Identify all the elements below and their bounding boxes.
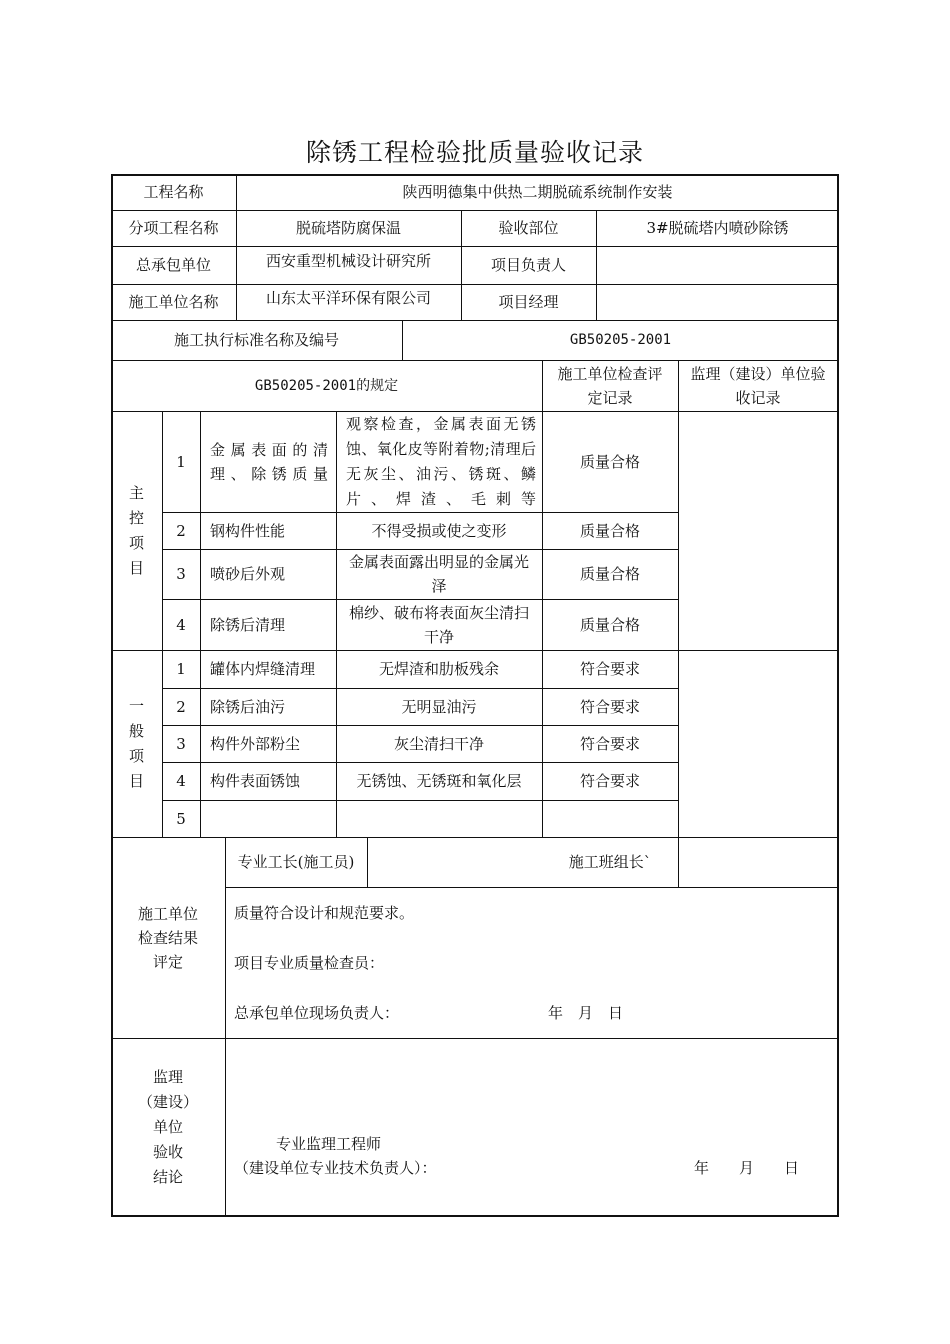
general-row-4-no: 4 bbox=[176, 772, 186, 790]
main-row-2-item: 钢构件性能 bbox=[210, 521, 286, 540]
general-row-2-no: 2 bbox=[176, 697, 186, 716]
project-leader-value bbox=[596, 246, 839, 284]
general-row-1-spec: 无焊渣和肋板残余 bbox=[378, 660, 499, 678]
main-row-3-result: 质量合格 bbox=[579, 565, 640, 583]
sub-project-label: 分项工程名称 bbox=[128, 219, 219, 237]
general-items-label: 一 般 项 目 bbox=[128, 696, 144, 790]
main-row-2-result: 质量合格 bbox=[579, 521, 640, 540]
supervision-header: 监理（建设）单位验收记录 bbox=[690, 364, 826, 407]
project-name-value: 陕西明德集中供热二期脱硫系统制作安装 bbox=[402, 183, 673, 201]
general-row-5-no: 5 bbox=[176, 809, 186, 828]
general-row-2-spec: 无明显油污 bbox=[401, 697, 477, 716]
general-row-3-no: 3 bbox=[176, 734, 186, 753]
general-row-3-item: 构件外部粉尘 bbox=[210, 734, 301, 753]
project-leader-label: 项目负责人 bbox=[490, 256, 566, 274]
general-row-2-item: 除锈后油污 bbox=[210, 697, 286, 716]
main-row-3-no: 3 bbox=[176, 565, 186, 583]
supervision-date: 年 月 日 bbox=[694, 1159, 800, 1177]
owner-tech-leader-label: （建设单位专业技术负责人）： bbox=[234, 1159, 437, 1177]
main-row-3-item: 喷砂后外观 bbox=[210, 565, 286, 583]
general-row-1-no: 1 bbox=[176, 660, 186, 678]
main-row-4-result: 质量合格 bbox=[579, 615, 640, 634]
quality-statement: 质量符合设计和规范要求。 bbox=[234, 904, 415, 922]
construction-check-header: 施工单位检查评定记录 bbox=[557, 364, 663, 407]
general-contractor-label: 总承包单位 bbox=[135, 256, 211, 274]
quality-inspector-label: 项目专业质量检查员： bbox=[234, 954, 385, 972]
site-leader-label: 总承包单位现场负责人： bbox=[234, 1004, 400, 1022]
main-row-4-spec: 棉纱、破布将表面灰尘清扫干净 bbox=[348, 603, 529, 646]
project-manager-value bbox=[596, 284, 839, 320]
standard-label: 施工执行标准名称及编号 bbox=[173, 331, 339, 349]
supervision-engineer-label: 专业监理工程师 bbox=[276, 1135, 382, 1153]
main-row-2-spec: 不得受损或使之变形 bbox=[371, 521, 507, 540]
acceptance-part-label: 验收部位 bbox=[498, 219, 559, 237]
construction-result-label: 施工单位检查结果评定 bbox=[137, 904, 198, 971]
project-manager-label: 项目经理 bbox=[498, 293, 559, 311]
document-title: 除锈工程检验批质量验收记录 bbox=[305, 138, 644, 167]
construction-unit-value: 山东太平洋环保有限公司 bbox=[265, 289, 431, 307]
general-row-2-result: 符合要求 bbox=[579, 697, 640, 716]
main-row-4-item: 除锈后清理 bbox=[210, 615, 286, 634]
general-contractor-value: 西安重型机械设计研究所 bbox=[265, 252, 431, 270]
general-row-4-spec: 无锈蚀、无锈斑和氧化层 bbox=[356, 772, 522, 790]
team-leader-label: 施工班组长` bbox=[568, 853, 652, 871]
main-row-1-no: 1 bbox=[176, 452, 186, 471]
main-row-2-no: 2 bbox=[176, 521, 186, 540]
main-control-label: 主 控 项 目 bbox=[128, 483, 144, 577]
main-row-3-spec: 金属表面露出明显的金属光泽 bbox=[348, 553, 529, 595]
general-row-1-item: 罐体内焊缝清理 bbox=[210, 660, 316, 678]
main-row-1-result: 质量合格 bbox=[579, 452, 640, 471]
acceptance-part-value: 3#脱硫塔内喷砂除锈 bbox=[646, 219, 789, 237]
general-row-4-item: 构件表面锈蚀 bbox=[210, 772, 301, 790]
foreman-label: 专业工长(施工员) bbox=[237, 853, 355, 871]
standard-value: GB50205-2001 bbox=[569, 332, 672, 348]
construction-date: 年 月 日 bbox=[548, 1004, 624, 1022]
general-row-3-result: 符合要求 bbox=[579, 734, 640, 753]
main-row-1-spec: 观察检查，金属表面无锈蚀、氧化皮等附着物;清理后无灰尘、油污、锈斑、鳞片、焊渣、毛刺等 bbox=[346, 414, 536, 508]
general-row-1-result: 符合要求 bbox=[579, 660, 640, 678]
construction-unit-label: 施工单位名称 bbox=[128, 293, 219, 311]
main-row-4-no: 4 bbox=[176, 615, 186, 634]
general-row-3-spec: 灰尘清扫干净 bbox=[393, 734, 484, 753]
spec-header: GB50205-2001的规定 bbox=[254, 377, 399, 394]
sub-project-value: 脱硫塔防腐保温 bbox=[295, 219, 401, 237]
project-name-label: 工程名称 bbox=[143, 183, 204, 201]
general-row-4-result: 符合要求 bbox=[579, 772, 640, 790]
supervision-conclusion-label: 监理 （建设） 单位 验收 结论 bbox=[137, 1068, 198, 1186]
main-row-1-item: 金属表面的清理、除锈质量 bbox=[210, 440, 328, 483]
